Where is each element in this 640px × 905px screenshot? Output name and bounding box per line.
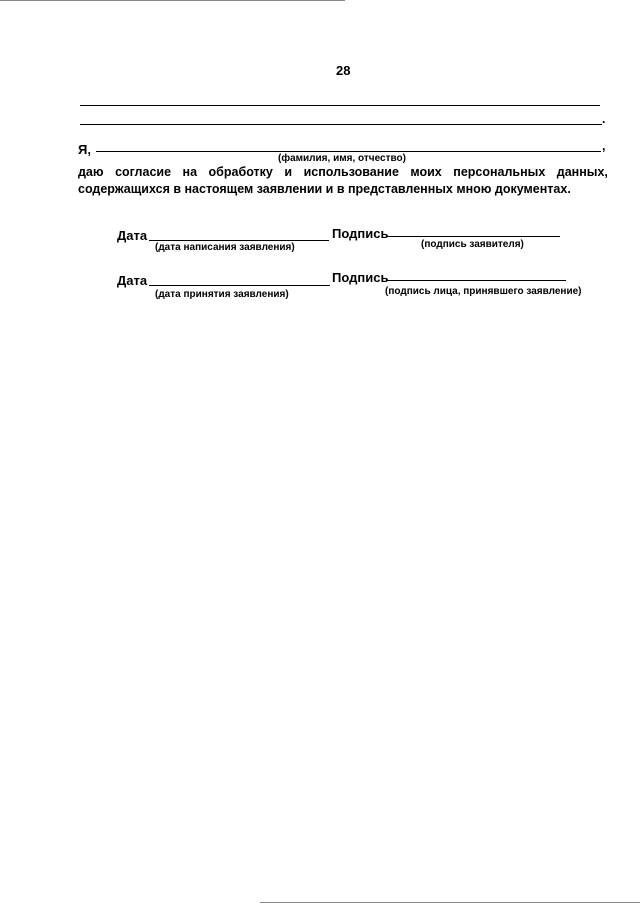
blank-line-2 <box>80 124 602 125</box>
consent-word: использование <box>303 165 399 179</box>
full-name-line-comma: , <box>602 139 606 153</box>
sheet-edge-top <box>0 0 345 1</box>
consent-line-2: содержащихся в настоящем заявлении и в представленных мною документах. <box>78 182 571 196</box>
full-name-caption: (фамилия, имя, отчество) <box>278 153 406 164</box>
signature-caption-receiver: (подпись лица, принявшего заявление) <box>385 286 582 297</box>
signature-line-applicant[interactable] <box>386 236 560 237</box>
signature-line-receiver[interactable] <box>386 280 566 281</box>
date-caption-receiver: (дата принятия заявления) <box>155 289 289 300</box>
date-label-applicant: Дата <box>117 228 148 243</box>
consent-i-prefix: Я, <box>78 142 91 157</box>
consent-paragraph <box>78 164 608 198</box>
date-line-receiver[interactable] <box>149 285 330 286</box>
blank-line-1 <box>80 105 600 106</box>
consent-word: согласие <box>115 165 172 179</box>
blank-line-2-period: . <box>602 112 606 126</box>
consent-word: обработку <box>208 165 273 179</box>
consent-word: данных, <box>556 165 608 179</box>
date-line-applicant[interactable] <box>149 240 329 241</box>
consent-word: даю <box>78 165 104 179</box>
consent-line-1 <box>78 164 608 181</box>
consent-word: и <box>284 165 293 179</box>
signature-caption-applicant: (подпись заявителя) <box>421 239 524 250</box>
date-label-receiver: Дата <box>117 273 148 288</box>
signature-label-receiver: Подпись <box>332 270 389 285</box>
consent-word: на <box>182 165 198 179</box>
signature-label-applicant: Подпись <box>332 226 389 241</box>
consent-word: персональных <box>453 165 546 179</box>
full-name-line[interactable] <box>96 151 601 152</box>
consent-word: моих <box>410 165 442 179</box>
sheet-edge-bottom <box>260 902 640 903</box>
page-number: 28 <box>336 63 351 78</box>
date-caption-applicant: (дата написания заявления) <box>155 242 295 253</box>
